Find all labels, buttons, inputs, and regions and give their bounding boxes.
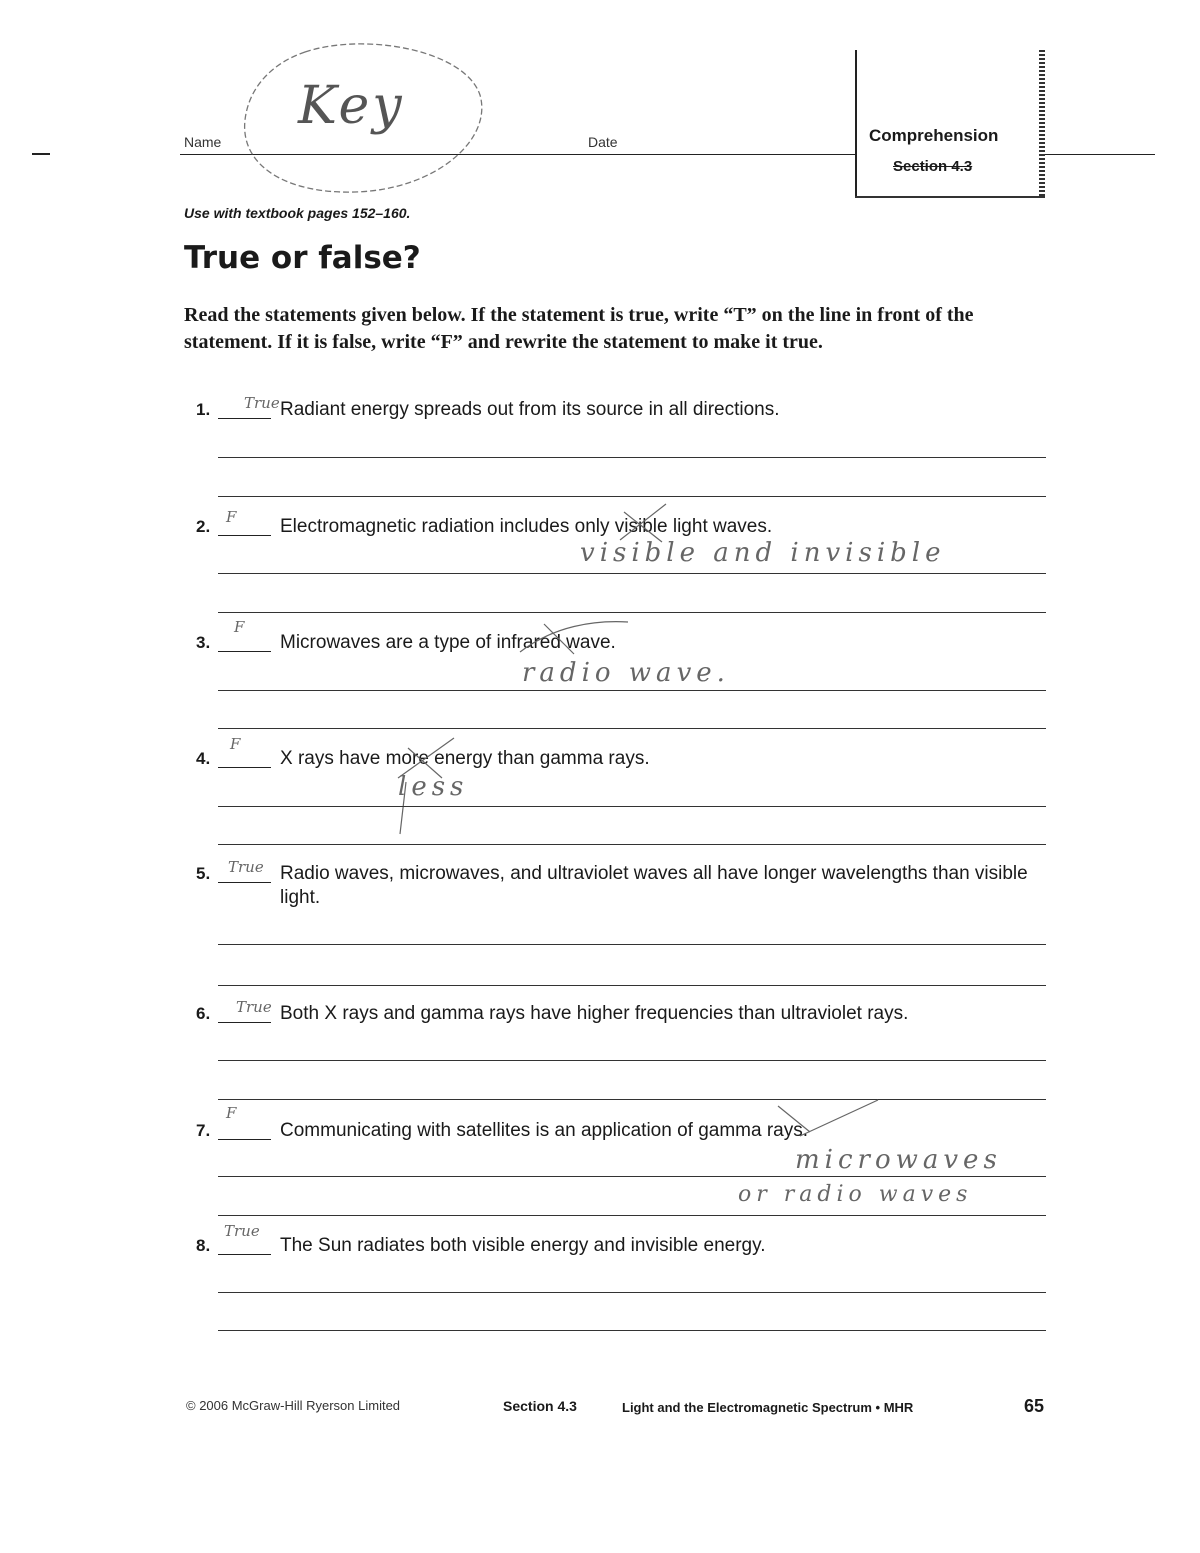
item-number: 8.	[196, 1236, 211, 1255]
correction-text: microwaves	[795, 1145, 1002, 1175]
answer-mark: True	[244, 394, 280, 412]
edge-mark	[32, 153, 50, 155]
writing-line[interactable]	[218, 1099, 1046, 1100]
writing-line[interactable]	[218, 1292, 1046, 1293]
answer-mark: F	[230, 735, 241, 753]
answer-blank[interactable]	[218, 1254, 271, 1255]
badge-title: Comprehension	[869, 126, 999, 145]
name-value: Key	[298, 76, 405, 136]
answer-mark: True	[228, 858, 264, 876]
item-number: 1.	[196, 400, 211, 419]
writing-line[interactable]	[218, 1215, 1046, 1216]
answer-blank[interactable]	[218, 882, 271, 883]
page-title: True or false?	[184, 240, 421, 276]
answer-mark: F	[226, 508, 237, 526]
writing-line[interactable]	[218, 944, 1046, 945]
answer-blank[interactable]	[218, 767, 271, 768]
item-number: 3.	[196, 633, 211, 652]
item-number: 6.	[196, 1004, 211, 1023]
correction-text: visible and invisible	[580, 538, 946, 568]
footer-section: Section 4.3	[503, 1398, 577, 1414]
answer-blank[interactable]	[218, 535, 271, 536]
name-label: Name	[184, 134, 222, 150]
answer-blank[interactable]	[218, 651, 271, 652]
strike-mark	[514, 616, 634, 660]
writing-line[interactable]	[218, 985, 1046, 986]
answer-mark: F	[234, 618, 245, 636]
statement-text: Both X rays and gamma rays have higher frequencies than ultraviolet rays.	[280, 1003, 909, 1024]
item-number: 4.	[196, 749, 211, 768]
item-number: 7.	[196, 1121, 211, 1140]
writing-line[interactable]	[218, 496, 1046, 497]
badge-bottom-border	[855, 196, 1045, 198]
header-rule-right	[1045, 154, 1155, 155]
answer-blank[interactable]	[218, 1139, 271, 1140]
date-label: Date	[588, 134, 618, 150]
answer-mark: F	[226, 1104, 237, 1122]
writing-line[interactable]	[218, 1176, 1046, 1177]
statement-text: X rays have more energy than gamma rays.	[280, 748, 650, 769]
item-number: 2.	[196, 517, 211, 536]
section-badge	[855, 50, 1045, 198]
answer-mark: True	[224, 1222, 260, 1240]
writing-line[interactable]	[218, 806, 1046, 807]
page-number: 65	[1024, 1396, 1045, 1416]
strike-mark	[770, 1096, 890, 1140]
writing-line[interactable]	[218, 844, 1046, 845]
writing-line[interactable]	[218, 457, 1046, 458]
writing-line[interactable]	[218, 728, 1046, 729]
statement-text: The Sun radiates both visible energy and invisible energy.	[280, 1235, 766, 1256]
item-number: 5.	[196, 864, 211, 883]
writing-line[interactable]	[218, 1330, 1046, 1331]
writing-line[interactable]	[218, 1060, 1046, 1061]
badge-right-border	[1039, 50, 1045, 198]
statement-text: Electromagnetic radiation includes only visible light waves.	[280, 516, 773, 537]
badge-left-border	[855, 50, 857, 198]
instructions: Read the statements given below. If the statement is true, write “T” on the line in front of the statement. If it is false, write “F” and rewrite the statement to make it true.	[184, 304, 974, 353]
answer-blank[interactable]	[218, 418, 271, 419]
writing-line[interactable]	[218, 612, 1046, 613]
statement-text: Microwaves are a type of infrared wave.	[280, 632, 616, 653]
correction-text: less	[398, 772, 469, 802]
writing-line[interactable]	[218, 573, 1046, 574]
badge-section: Section 4.3	[893, 158, 973, 175]
footer-chapter: Light and the Electromagnetic Spectrum • MHR	[622, 1400, 914, 1415]
correction-text: radio wave.	[522, 658, 730, 688]
textbook-pages-note: Use with textbook pages 152–160.	[184, 205, 411, 221]
statement-text: Radiant energy spreads out from its source in all directions.	[280, 399, 780, 420]
statement-text: Radio waves, microwaves, and ultraviolet waves all have longer wavelengths than visible light.	[280, 863, 1028, 908]
correction-text-line2: or radio waves	[738, 1182, 973, 1207]
statement-text: Communicating with satellites is an application of gamma rays.	[280, 1120, 809, 1141]
writing-line[interactable]	[218, 690, 1046, 691]
answer-blank[interactable]	[218, 1022, 271, 1023]
answer-mark: True	[236, 998, 272, 1016]
copyright: © 2006 McGraw-Hill Ryerson Limited	[186, 1398, 401, 1413]
